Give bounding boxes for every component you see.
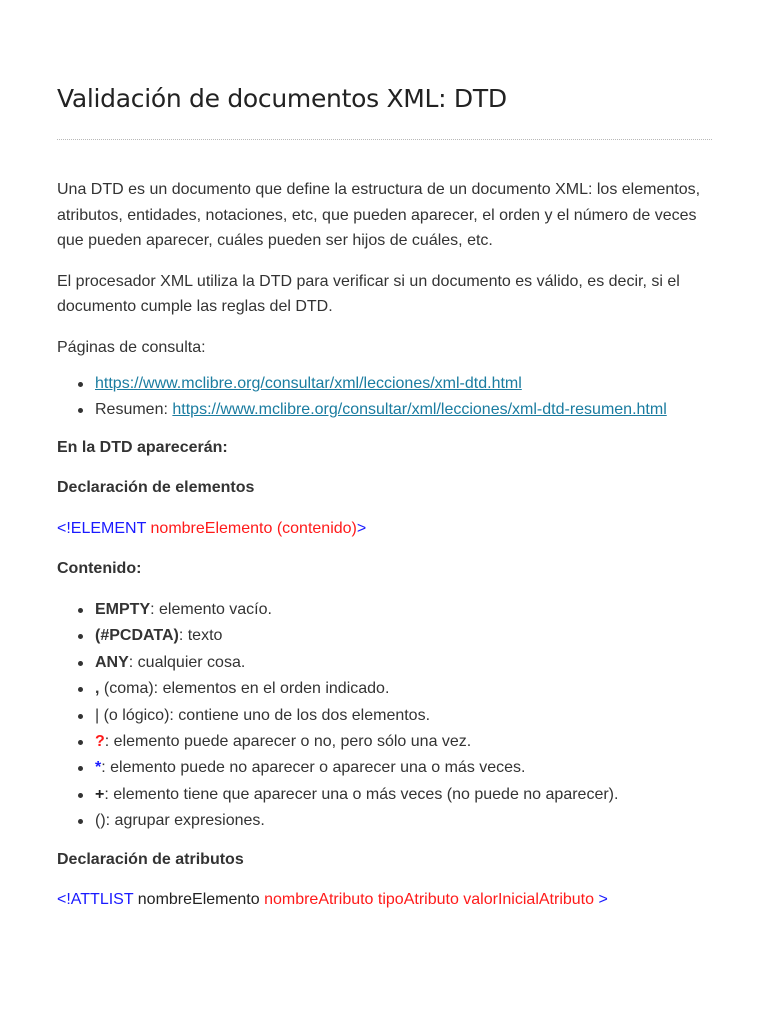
title-divider (57, 139, 712, 140)
element-close-bracket: > (356, 519, 367, 537)
element-declaration-syntax (57, 516, 717, 542)
attlist-declaration-syntax (57, 887, 717, 913)
list-item (95, 650, 717, 676)
section-heading-contenido: Contenido: (57, 560, 142, 578)
term-description: : elemento vacío. (150, 600, 272, 618)
page-title: Validación de documentos XML: DTD (57, 84, 507, 113)
term-comma: , (95, 680, 100, 698)
list-item (95, 703, 717, 729)
term-parentheses: () (95, 812, 106, 830)
reference-links-list (57, 371, 717, 423)
attlist-close-bracket: > (594, 891, 608, 909)
term-pcdata: (#PCDATA) (95, 627, 179, 645)
list-item (95, 597, 717, 623)
list-item (95, 755, 717, 781)
consulta-label: Páginas de consulta: (57, 338, 206, 356)
list-item (95, 371, 717, 397)
intro-paragraph-1: Una DTD es un documento que define la estructura de un documento XML: los elementos, atributos, entidades, notaciones, etc, que pueden aparecer, el orden y el número de veces que pueden aparecer, cuáles pueden ser hijos de cuáles, etc. (57, 181, 701, 250)
list-item (95, 729, 717, 755)
term-plus: + (95, 785, 105, 803)
list-item (95, 782, 717, 808)
list-item (95, 623, 717, 649)
term-description: (o lógico): contiene uno de los dos elementos. (99, 706, 431, 724)
term-description: : elemento tiene que aparecer una o más veces (no puede no aparecer). (104, 785, 619, 803)
list-item (95, 397, 717, 423)
term-description: : agrupar expresiones. (105, 812, 265, 830)
section-heading-en-la-dtd: En la DTD aparecerán: (57, 438, 228, 456)
article-body (57, 177, 717, 928)
term-description: (coma): elementos en el orden indicado. (99, 680, 390, 698)
dtd-summary-link[interactable]: https://www.mclibre.org/consultar/xml/lecciones/xml-dtd-resumen.html (172, 400, 667, 418)
section-heading-declaracion-elementos: Declaración de elementos (57, 479, 255, 497)
element-keyword: <!ELEMENT (57, 519, 147, 537)
term-description: : elemento puede aparecer o no, pero sólo una vez. (104, 732, 472, 750)
attlist-element-name: nombreElemento (133, 891, 265, 909)
dtd-lesson-link[interactable]: https://www.mclibre.org/consultar/xml/lecciones/xml-dtd.html (95, 374, 522, 392)
resumen-label: Resumen: (95, 400, 173, 418)
term-description: : cualquier cosa. (128, 653, 246, 671)
attlist-keyword: <!ATTLIST (57, 891, 134, 909)
intro-paragraph-2: El procesador XML utiliza la DTD para verificar si un documento es válido, es decir, si el documento cumple las reglas del DTD. (57, 272, 680, 316)
term-question-mark: ? (95, 732, 105, 750)
element-name-content: nombreElemento (contenido) (150, 519, 357, 537)
section-heading-declaracion-atributos: Declaración de atributos (57, 850, 244, 868)
term-description: : elemento puede no aparecer o aparecer una o más veces. (101, 759, 526, 777)
contenido-list (57, 597, 717, 835)
attlist-attributes: nombreAtributo tipoAtributo valorInicialAtributo (264, 891, 595, 909)
term-any: ANY (95, 653, 129, 671)
term-asterisk: * (95, 759, 102, 777)
term-description: : texto (178, 627, 223, 645)
term-pipe: | (95, 706, 100, 724)
list-item (95, 676, 717, 702)
list-item (95, 808, 717, 834)
term-empty: EMPTY (95, 600, 151, 618)
